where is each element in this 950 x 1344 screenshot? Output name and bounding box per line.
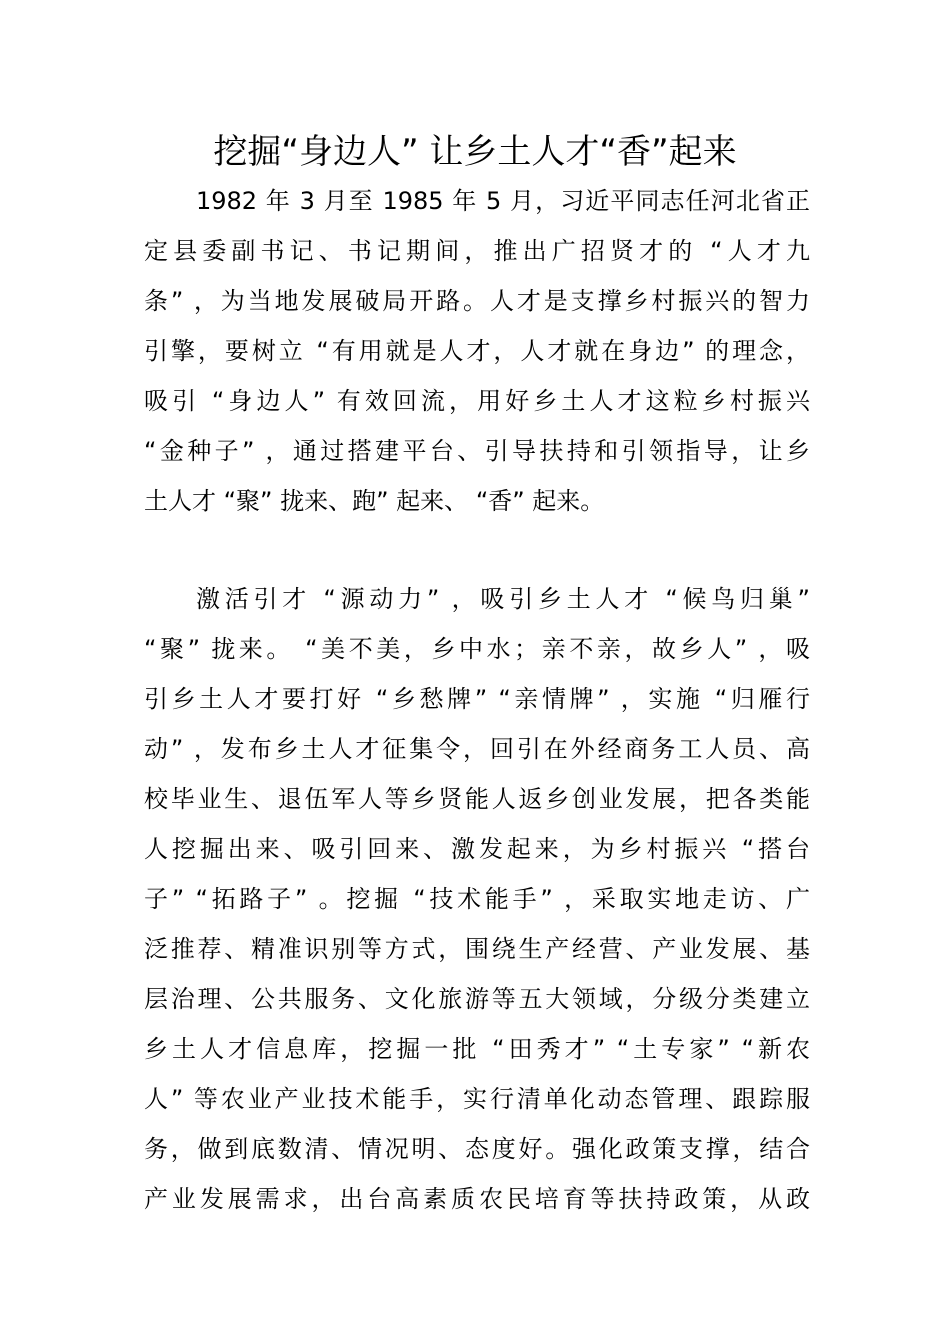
- paragraph-line: 引擎，要树立 “有用就是人才，人才就在身边” 的理念，: [144, 337, 810, 365]
- paragraph-line: 人挖掘出来、吸引回来、激发起来，为乡村振兴 “搭台: [144, 835, 810, 863]
- paragraph-1: [144, 176, 810, 526]
- paragraph-line: 引乡土人才要打好 “乡愁牌” “亲情牌” ，实施 “归雁行: [144, 685, 810, 713]
- paragraph-2: [144, 574, 810, 1224]
- paragraph-line: 产业发展需求，出台高素质农民培育等扶持政策，从政: [144, 1185, 810, 1213]
- document-title: 挖掘“身边人” 让乡土人才“香”起来: [213, 132, 737, 172]
- paragraph-line: 动” ，发布乡土人才征集令，回引在外经商务工人员、高: [144, 735, 810, 763]
- paragraph-line: 泛推荐、精准识别等方式，围绕生产经营、产业发展、基: [144, 935, 810, 963]
- paragraph-line: 1982 年 3 月至 1985 年 5 月，习近平同志任河北省正: [196, 187, 810, 215]
- paragraph-line: “金种子” ，通过搭建平台、引导扶持和引领指导，让乡: [144, 437, 810, 465]
- paragraph-line: 吸引 “身边人” 有效回流，用好乡土人才这粒乡村振兴: [144, 387, 810, 415]
- paragraph-line: 子” “拓路子” 。挖掘 “技术能手” ，采取实地走访、广: [144, 885, 810, 913]
- paragraph-line: 定县委副书记、书记期间，推出广招贤才的 “人才九: [144, 237, 810, 265]
- paragraph-line: 乡土人才信息库，挖掘一批 “田秀才” “土专家” “新农: [144, 1035, 810, 1063]
- paragraph-line: 土人才 “聚” 拢来、跑” 起来、 “香” 起来。: [144, 487, 605, 515]
- paragraph-line: 条” ，为当地发展破局开路。人才是支撑乡村振兴的智力: [144, 287, 810, 315]
- paragraph-line: “聚” 拢来。 “美不美，乡中水；亲不亲，故乡人” ，吸: [144, 635, 810, 663]
- paragraph-line: 层治理、公共服务、文化旅游等五大领域，分级分类建立: [144, 985, 810, 1013]
- paragraph-line: 务，做到底数清、情况明、态度好。强化政策支撑，结合: [144, 1135, 810, 1163]
- paragraph-line: 激活引才 “源动力” ，吸引乡土人才 “候鸟归巢”: [196, 585, 810, 613]
- paragraph-line: 校毕业生、退伍军人等乡贤能人返乡创业发展，把各类能: [144, 785, 810, 813]
- paragraph-line: 人” 等农业产业技术能手，实行清单化动态管理、跟踪服: [144, 1085, 810, 1113]
